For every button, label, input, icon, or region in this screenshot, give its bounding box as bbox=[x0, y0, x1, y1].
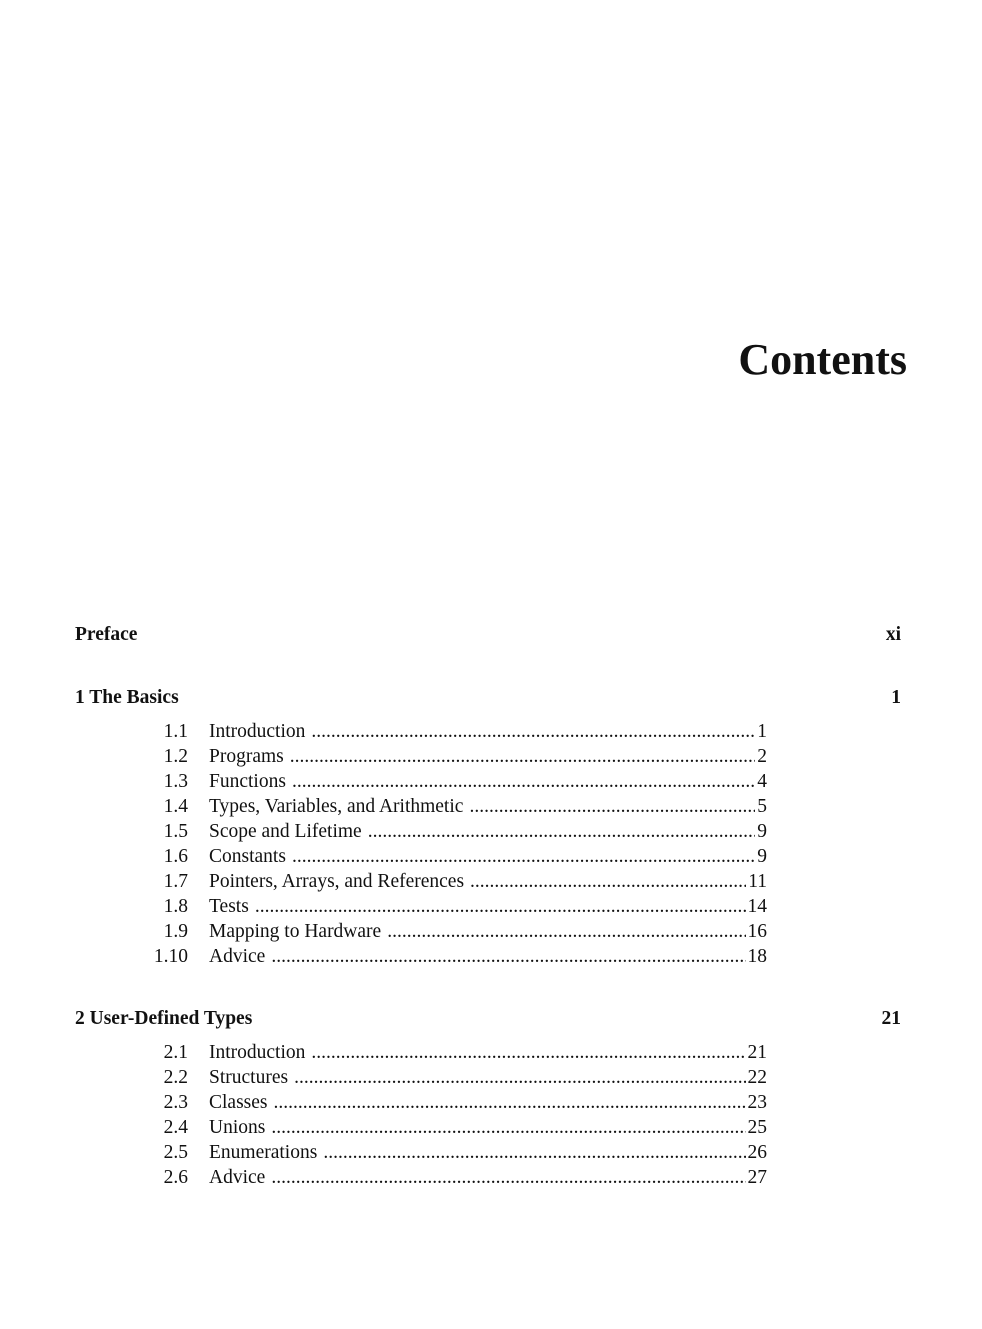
section-list bbox=[75, 719, 901, 969]
section-number: 2.2 bbox=[163, 1067, 188, 1088]
dot-leader bbox=[271, 1165, 745, 1190]
section-title: Constants bbox=[209, 846, 286, 867]
dot-leader bbox=[469, 794, 755, 819]
section-page: 16 bbox=[747, 921, 767, 942]
toc-entry[interactable] bbox=[75, 719, 901, 744]
chapter-heading-row[interactable] bbox=[75, 1006, 901, 1032]
section-number: 1.5 bbox=[163, 821, 188, 842]
toc-entry[interactable] bbox=[75, 1090, 901, 1115]
section-title: Types, Variables, and Arithmetic bbox=[209, 796, 464, 817]
section-number: 2.6 bbox=[163, 1167, 188, 1188]
toc-entry[interactable] bbox=[75, 919, 901, 944]
section-page: 26 bbox=[747, 1142, 767, 1163]
section-number: 2.4 bbox=[163, 1117, 188, 1138]
dot-leader bbox=[292, 844, 755, 869]
entry-leader-line bbox=[209, 1090, 767, 1115]
chapter-title: 1 The Basics bbox=[75, 687, 179, 708]
preface-page: xi bbox=[885, 624, 901, 645]
section-number: 1.4 bbox=[163, 796, 188, 817]
entry-leader-line bbox=[209, 869, 767, 894]
section-title: Pointers, Arrays, and References bbox=[209, 871, 465, 892]
section-page: 21 bbox=[747, 1042, 767, 1063]
section-title: Scope and Lifetime bbox=[209, 821, 362, 842]
entry-leader-line bbox=[209, 769, 767, 794]
section-title: Introduction bbox=[209, 1042, 306, 1063]
section-page: 23 bbox=[747, 1092, 767, 1113]
entry-leader-line bbox=[209, 944, 767, 969]
section-number: 1.1 bbox=[163, 721, 188, 742]
section-title: Enumerations bbox=[209, 1142, 318, 1163]
section-page: 25 bbox=[747, 1117, 767, 1138]
section-title: Classes bbox=[209, 1092, 268, 1113]
dot-leader bbox=[294, 1065, 745, 1090]
section-number: 1.6 bbox=[163, 846, 188, 867]
toc-entry[interactable] bbox=[75, 1040, 901, 1065]
toc-chapter-1 bbox=[75, 685, 901, 969]
toc-entry[interactable] bbox=[75, 819, 901, 844]
toc-entry[interactable] bbox=[75, 1065, 901, 1090]
toc-entry[interactable] bbox=[75, 869, 901, 894]
entry-leader-line bbox=[209, 744, 767, 769]
dot-leader bbox=[292, 769, 755, 794]
chapter-page: 21 bbox=[881, 1008, 901, 1029]
entry-leader-line bbox=[209, 819, 767, 844]
entry-leader-line bbox=[209, 844, 767, 869]
section-title: Advice bbox=[209, 1167, 266, 1188]
entry-leader-line bbox=[209, 1065, 767, 1090]
section-title: Functions bbox=[209, 771, 286, 792]
dot-leader bbox=[323, 1140, 745, 1165]
section-number: 2.1 bbox=[163, 1042, 188, 1063]
section-page: 11 bbox=[748, 871, 767, 892]
entry-leader-line bbox=[209, 794, 767, 819]
page-title: Contents bbox=[738, 335, 907, 384]
section-page: 4 bbox=[757, 771, 767, 792]
toc-entry[interactable] bbox=[75, 794, 901, 819]
dot-leader bbox=[470, 869, 746, 894]
toc-entry[interactable] bbox=[75, 944, 901, 969]
section-number: 1.3 bbox=[163, 771, 188, 792]
section-number: 1.2 bbox=[163, 746, 188, 767]
dot-leader bbox=[387, 919, 745, 944]
entry-leader-line bbox=[209, 894, 767, 919]
section-page: 9 bbox=[757, 821, 767, 842]
entry-leader-line bbox=[209, 1115, 767, 1140]
section-page: 14 bbox=[747, 896, 767, 917]
section-page: 2 bbox=[757, 746, 767, 767]
dot-leader bbox=[271, 944, 745, 969]
section-page: 9 bbox=[757, 846, 767, 867]
dot-leader bbox=[311, 719, 755, 744]
entry-leader-line bbox=[209, 1040, 767, 1065]
entry-leader-line bbox=[209, 1140, 767, 1165]
section-page: 22 bbox=[747, 1067, 767, 1088]
toc-entry[interactable] bbox=[75, 1140, 901, 1165]
section-number: 2.3 bbox=[163, 1092, 188, 1113]
section-number: 1.7 bbox=[163, 871, 188, 892]
section-page: 27 bbox=[747, 1167, 767, 1188]
dot-leader bbox=[290, 744, 756, 769]
dot-leader bbox=[368, 819, 756, 844]
entry-leader-line bbox=[209, 1165, 767, 1190]
chapter-title: 2 User-Defined Types bbox=[75, 1008, 253, 1029]
toc-entry[interactable] bbox=[75, 844, 901, 869]
dot-leader bbox=[255, 894, 746, 919]
section-title: Introduction bbox=[209, 721, 306, 742]
dot-leader bbox=[311, 1040, 745, 1065]
toc-entry[interactable] bbox=[75, 744, 901, 769]
preface-label: Preface bbox=[75, 624, 138, 645]
entry-leader-line bbox=[209, 719, 767, 744]
section-number: 1.10 bbox=[153, 946, 188, 967]
toc-chapter-2 bbox=[75, 1006, 901, 1190]
section-page: 5 bbox=[757, 796, 767, 817]
entry-leader-line bbox=[209, 919, 767, 944]
section-title: Advice bbox=[209, 946, 266, 967]
toc-entry[interactable] bbox=[75, 769, 901, 794]
section-page: 1 bbox=[757, 721, 767, 742]
section-number: 2.5 bbox=[163, 1142, 188, 1163]
section-page: 18 bbox=[747, 946, 767, 967]
section-number: 1.8 bbox=[163, 896, 188, 917]
chapter-heading-row[interactable] bbox=[75, 685, 901, 711]
dot-leader bbox=[271, 1115, 745, 1140]
toc-preface[interactable] bbox=[75, 622, 901, 648]
toc-entry[interactable] bbox=[75, 894, 901, 919]
section-title: Programs bbox=[209, 746, 284, 767]
chapter-page: 1 bbox=[891, 687, 901, 708]
section-title: Unions bbox=[209, 1117, 266, 1138]
section-title: Structures bbox=[209, 1067, 289, 1088]
toc-entry[interactable] bbox=[75, 1115, 901, 1140]
section-title: Mapping to Hardware bbox=[209, 921, 382, 942]
dot-leader bbox=[274, 1090, 746, 1115]
section-title: Tests bbox=[209, 896, 249, 917]
toc-entry[interactable] bbox=[75, 1165, 901, 1190]
section-list bbox=[75, 1040, 901, 1190]
section-number: 1.9 bbox=[163, 921, 188, 942]
